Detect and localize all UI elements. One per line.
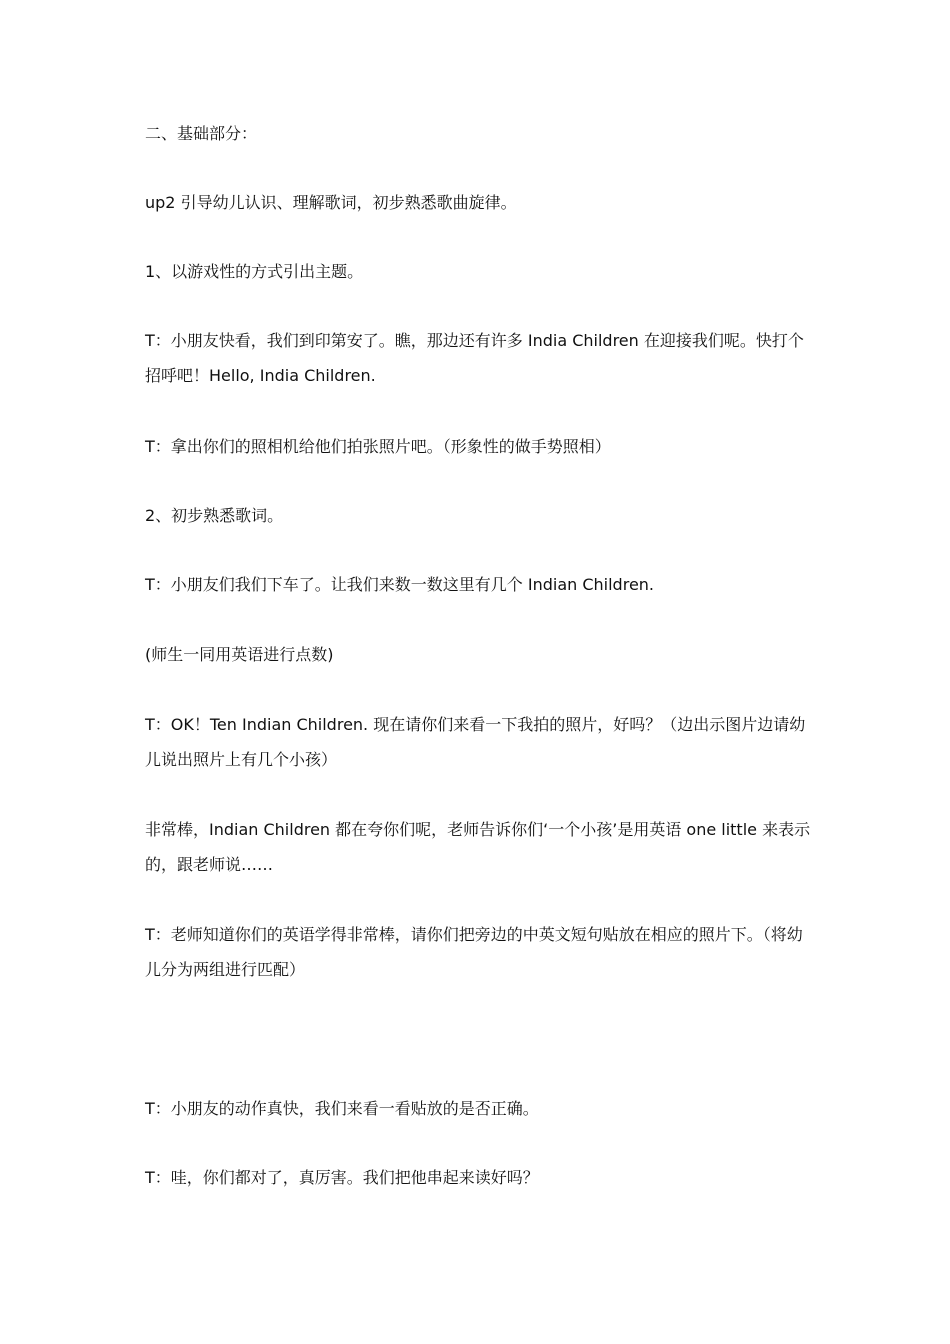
teacher-line: T：小朋友们我们下车了。让我们来数一数这里有几个 Indian Children. — [145, 575, 655, 594]
teacher-line: T：小朋友快看，我们到印第安了。瞧，那边还有许多 India Children 在迎接我们呢。快打个招呼吧！Hello, India Children. — [145, 331, 804, 385]
teacher-line: T：小朋友的动作真快，我们来看一看贴放的是否正确。 — [145, 1099, 539, 1118]
activity-note: (师生一同用英语进行点数) — [145, 645, 334, 664]
teacher-line: T：老师知道你们的英语学得非常棒，请你们把旁边的中英文短句贴放在相应的照片下。（将幼儿分为两组进行匹配） — [145, 925, 803, 979]
subsection-heading: 1、以游戏性的方式引出主题。 — [145, 262, 364, 281]
teacher-line: 非常棒，Indian Children 都在夸你们呢，老师告诉你们‘一个小孩’是用英语 one little 来表示的，跟老师说…… — [145, 820, 811, 874]
teacher-line: T：拿出你们的照相机给他们拍张照片吧。（形象性的做手势照相） — [145, 437, 611, 456]
teacher-line: T：OK！Ten Indian Children. 现在请你们来看一下我拍的照片，好吗？（边出示图片边请幼儿说出照片上有几个小孩） — [145, 715, 806, 769]
subsection-heading: 2、初步熟悉歌词。 — [145, 506, 284, 525]
teacher-line: T：哇，你们都对了，真厉害。我们把他串起来读好吗？ — [145, 1168, 539, 1187]
section-heading: 二、基础部分： — [145, 124, 258, 143]
step-objective: up2 引导幼儿认识、理解歌词，初步熟悉歌曲旋律。 — [145, 193, 517, 212]
